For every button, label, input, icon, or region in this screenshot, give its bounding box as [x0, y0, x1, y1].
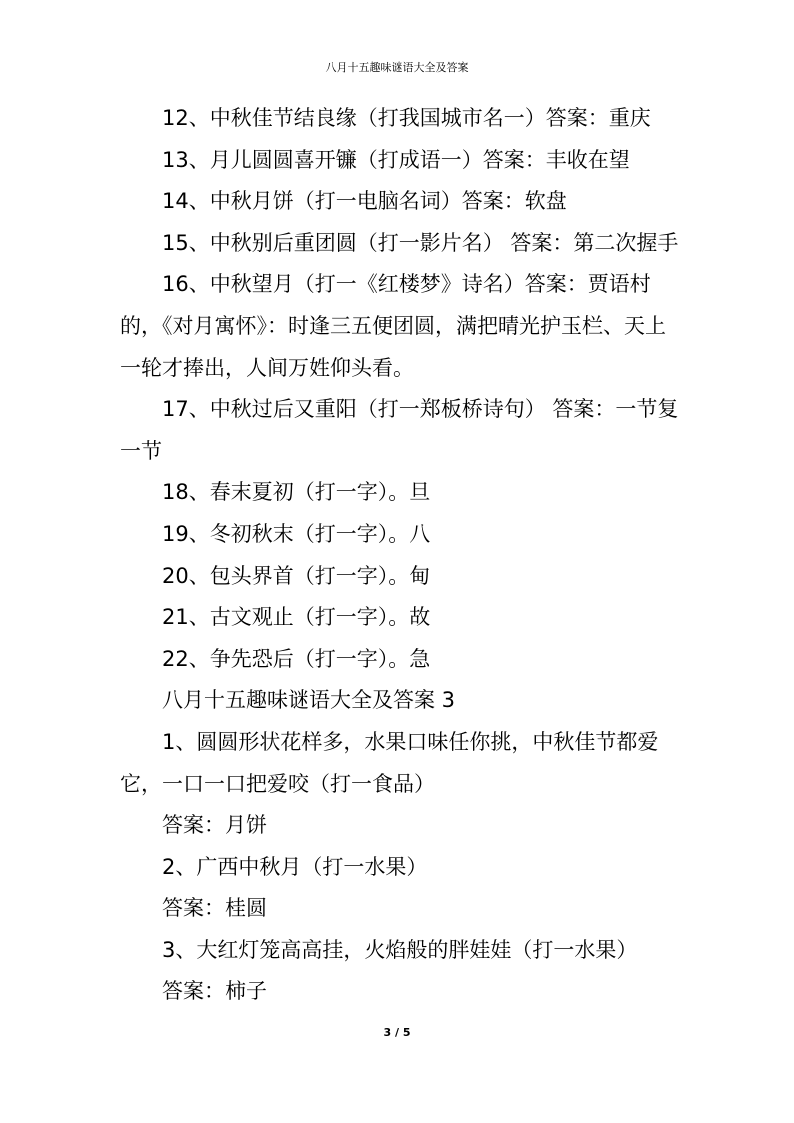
paragraph: 15、中秋别后重团圆（打一影片名） 答案：第二次握手 — [162, 230, 679, 255]
paragraph: 2、广西中秋月（打一水果） — [162, 854, 428, 879]
paragraph: 12、中秋佳节结良缘（打我国城市名一）答案：重庆 — [162, 106, 651, 130]
page-number: 3 / 5 — [383, 1026, 411, 1039]
paragraph: 19、冬初秋末（打一字）。八 — [162, 521, 431, 546]
paragraph: 20、包头界首（打一字）。甸 — [162, 563, 431, 588]
paragraph: 18、春末夏初（打一字）。旦 — [162, 480, 431, 505]
paragraph: 1、圆圆形状花样多，水果口味任你挑，中秋佳节都爱它，一口一口把爱咬（打一食品） — [120, 729, 659, 796]
paragraph: 答案：柿子 — [162, 979, 267, 1004]
paragraph: 22、争先恐后（打一字）。急 — [162, 646, 431, 671]
paragraph: 16、中秋望月（打一《红楼梦》诗名）答案：贾语村的，《对月寓怀》：时逢三五便团圆，满把晴光护玉栏、天上一轮才捧出，人间万姓仰头看。 — [120, 272, 666, 380]
paragraph: 17、中秋过后又重阳（打一郑板桥诗句） 答案：一节复一节 — [120, 397, 679, 463]
paragraph: 13、月儿圆圆喜开镰（打成语一）答案：丰收在望 — [162, 147, 630, 172]
section-heading: 八月十五趣味谜语大全及答案 3 — [162, 688, 456, 713]
page-header: 八月十五趣味谜语大全及答案 — [325, 61, 469, 74]
paragraph: 21、古文观止（打一字）。故 — [162, 605, 431, 630]
paragraph: 答案：桂圆 — [162, 896, 267, 921]
paragraph: 14、中秋月饼（打一电脑名词）答案：软盘 — [162, 189, 567, 214]
document-body — [120, 98, 680, 1013]
paragraph: 答案：月饼 — [162, 813, 267, 838]
paragraph: 3、大红灯笼高高挂，火焰般的胖娃娃（打一水果） — [162, 937, 638, 962]
